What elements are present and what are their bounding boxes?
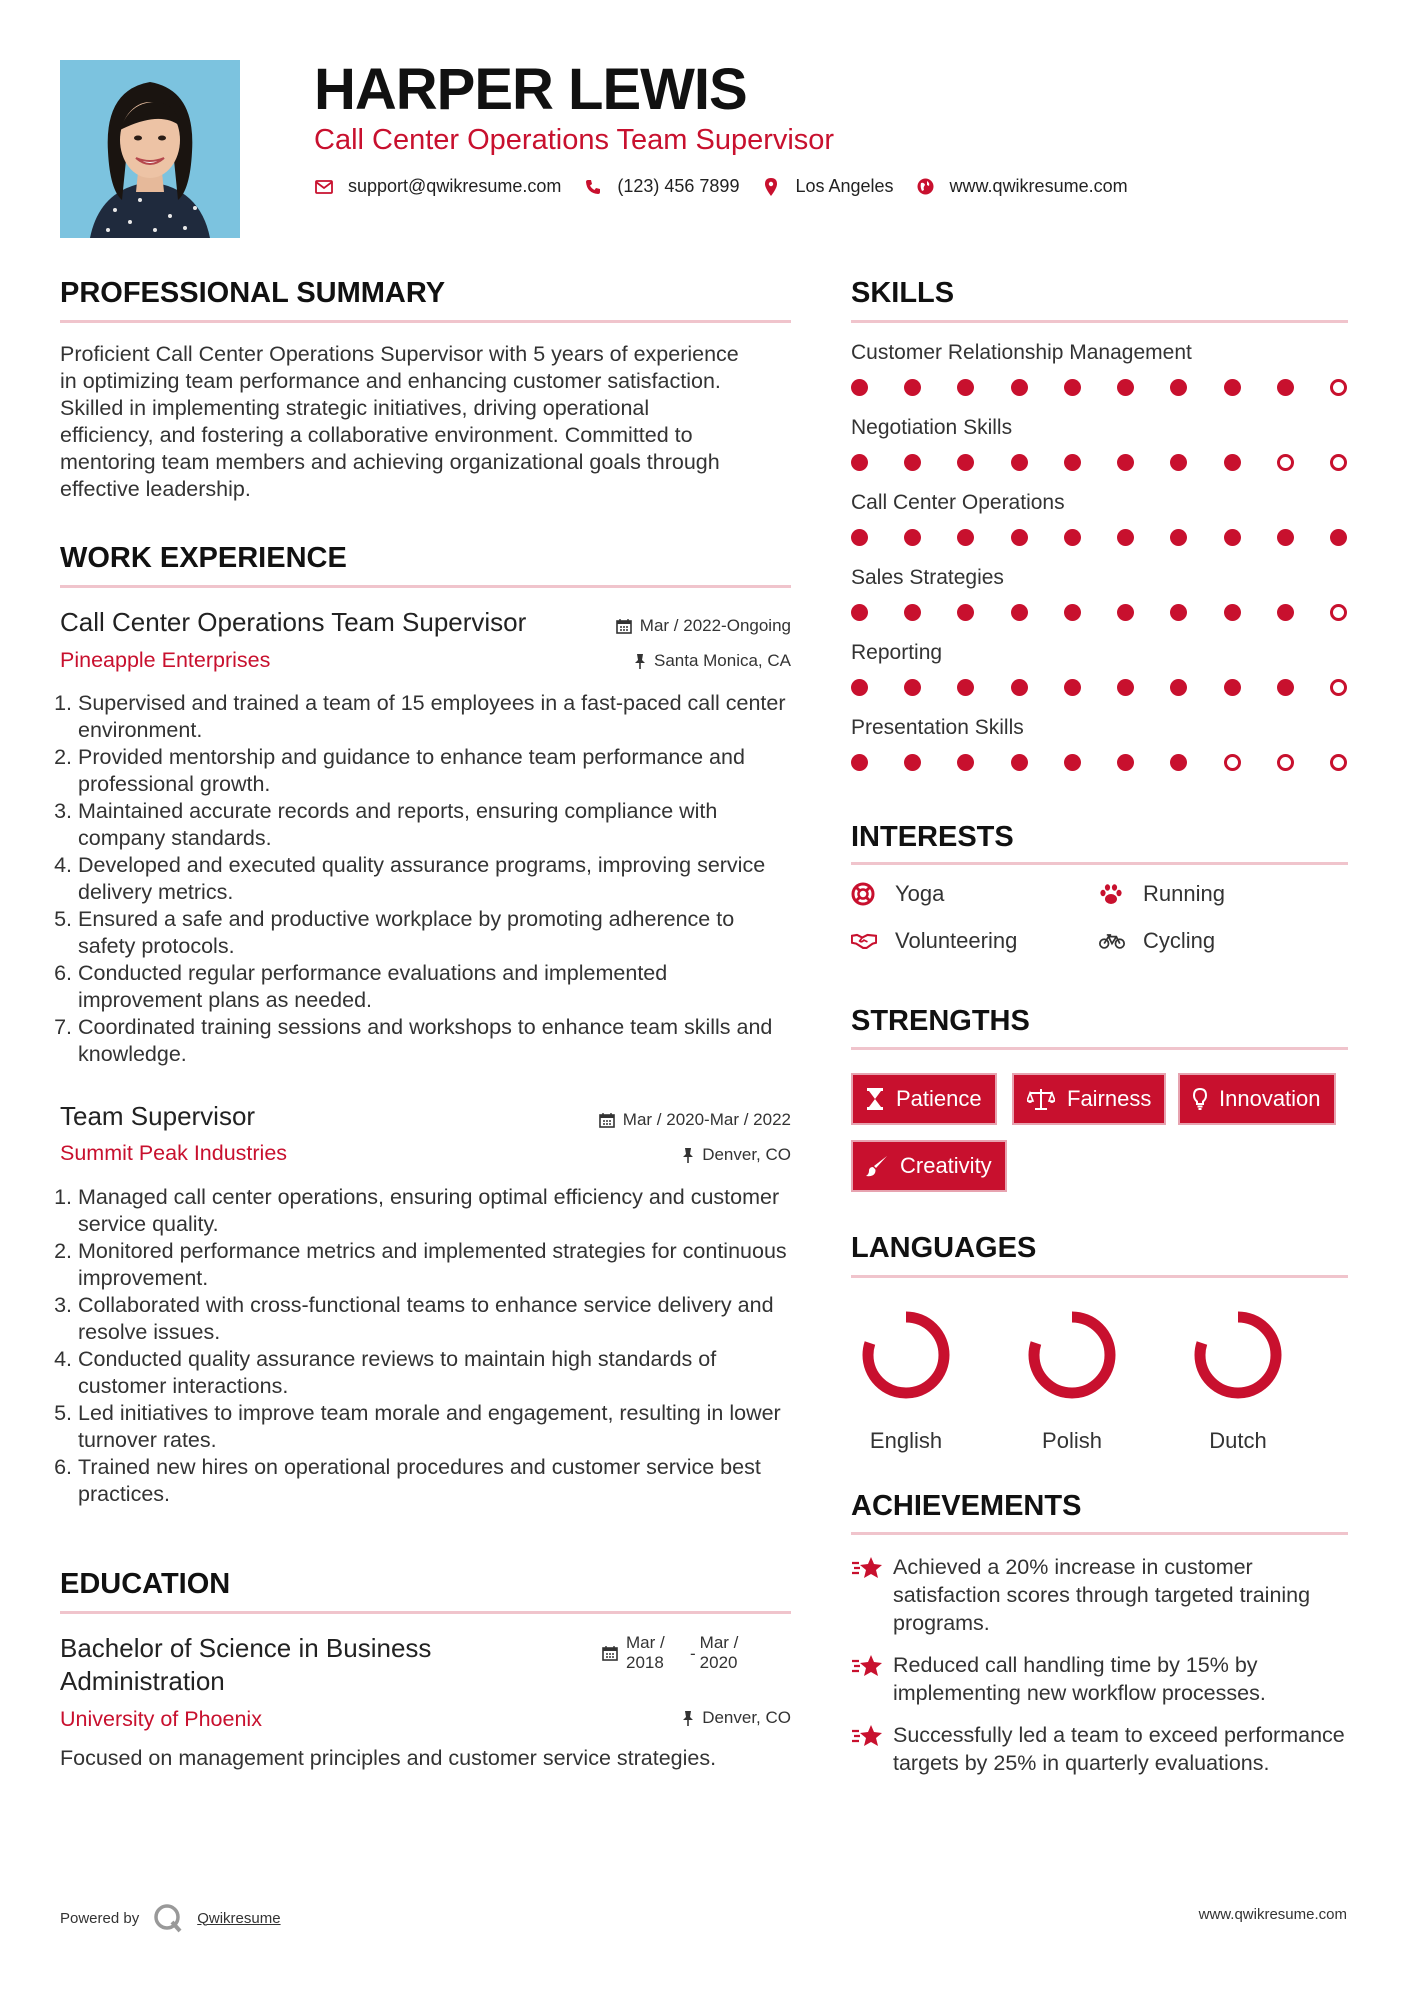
language-level-arc	[1034, 1317, 1110, 1393]
footer-url[interactable]: www.qwikresume.com	[1198, 1906, 1347, 1923]
languages-list	[851, 1300, 1293, 1454]
summary-line: in optimizing team performance and enhancing customer satisfaction.	[60, 369, 721, 393]
skill-name: Negotiation Skills	[851, 416, 1013, 439]
skill-dot-filled	[1064, 679, 1081, 696]
achievement-item	[851, 1553, 1351, 1637]
achievement-item	[851, 1721, 1351, 1777]
strength-badge	[851, 1140, 1007, 1192]
skill-dot-filled	[851, 679, 868, 696]
duty-item: 7. Coordinated training sessions and workshops to enhance team skills and knowledge.	[78, 1014, 795, 1068]
strengths-heading: STRENGTHS	[851, 1005, 1030, 1037]
interest-label: Running	[1143, 881, 1225, 906]
skill-dot-empty	[1330, 454, 1347, 471]
duty-item: 6. Conducted regular performance evaluations and implemented improvement plans as needed.	[78, 960, 795, 1014]
skill-name: Presentation Skills	[851, 716, 1024, 739]
job-location-text: Denver, CO	[702, 1145, 791, 1164]
duty-item: 2. Provided mentorship and guidance to enhance team performance and professional growth.	[78, 744, 795, 798]
skill-dot-filled	[1224, 604, 1241, 621]
skill-dot-filled	[957, 454, 974, 471]
language-label: Polish	[1042, 1428, 1102, 1453]
skill-dot-filled	[1064, 379, 1081, 396]
duty-item: 2. Monitored performance metrics and implemented strategies for continuous improvement.	[78, 1238, 795, 1292]
skills-divider	[851, 320, 1348, 323]
skill-dot-filled	[1277, 379, 1294, 396]
skill-dot-filled	[851, 754, 868, 771]
skill-rating	[851, 529, 1347, 546]
education-dates	[602, 1633, 750, 1673]
strengths-divider	[851, 1047, 1348, 1050]
duty-item: 1. Supervised and trained a team of 15 employees in a fast-paced call center environment.	[78, 690, 795, 744]
contact-phone[interactable]: (123) 456 7899	[617, 176, 740, 196]
skill-dot-empty	[1330, 604, 1347, 621]
language-ring	[1017, 1300, 1127, 1410]
skill-dot-filled	[1117, 529, 1134, 546]
skill-dot-filled	[1011, 754, 1028, 771]
skill-rating	[851, 379, 1347, 396]
education-divider	[60, 1611, 791, 1614]
skill-dot-filled	[1224, 529, 1241, 546]
skill-dot-filled	[1224, 454, 1241, 471]
language-label: Dutch	[1209, 1428, 1267, 1453]
job-location	[682, 1145, 791, 1165]
skills-heading: SKILLS	[851, 277, 955, 309]
job-title: Team Supervisor	[60, 1101, 256, 1131]
language-label: English	[869, 1428, 943, 1453]
skill-row	[851, 716, 1348, 791]
skill-dot-filled	[1117, 454, 1134, 471]
skill-dot-empty	[1330, 679, 1347, 696]
interest-cycling	[1099, 928, 1215, 954]
star-icon	[851, 1651, 883, 1707]
skill-dot-filled	[1224, 679, 1241, 696]
skill-dot-filled	[1011, 529, 1028, 546]
language-item	[851, 1300, 961, 1454]
education-start: Mar / 2018	[626, 1633, 665, 1672]
skill-dot-filled	[851, 604, 868, 621]
scale-icon	[1027, 1088, 1055, 1110]
skill-dot-filled	[1170, 679, 1187, 696]
paw-icon	[1099, 883, 1125, 905]
skill-dot-filled	[851, 529, 868, 546]
interests-heading: INTERESTS	[851, 821, 1014, 853]
calendar-icon	[602, 1633, 618, 1673]
skill-dot-filled	[851, 454, 868, 471]
duty-item: 5. Ensured a safe and productive workplace by promoting adherence to safety protocols.	[78, 906, 795, 960]
job-title: Call Center Operations Team Supervisor	[60, 607, 527, 637]
skill-dot-filled	[904, 754, 921, 771]
interest-yoga	[851, 881, 944, 907]
summary-line: Skilled in implementing strategic initiatives, driving operational	[60, 396, 650, 420]
skill-dot-filled	[1170, 454, 1187, 471]
duty-item: 6. Trained new hires on operational procedures and customer service best practices.	[78, 1454, 795, 1508]
skill-name: Sales Strategies	[851, 566, 1004, 589]
skill-dot-filled	[904, 604, 921, 621]
skill-dot-filled	[1011, 379, 1028, 396]
summary-line: Proficient Call Center Operations Supervisor with 5 years of experience	[60, 342, 739, 366]
skill-dot-filled	[1064, 604, 1081, 621]
experience-heading: WORK EXPERIENCE	[60, 542, 347, 574]
job-duties	[60, 690, 795, 1068]
contact-bar	[314, 176, 1150, 197]
job-company: Pineapple Enterprises	[60, 648, 271, 672]
languages-divider	[851, 1275, 1348, 1278]
contact-email[interactable]: support@qwikresume.com	[348, 176, 562, 196]
skill-name: Call Center Operations	[851, 491, 1065, 514]
language-item	[1017, 1300, 1127, 1454]
skill-dot-filled	[957, 529, 974, 546]
skill-dot-filled	[1011, 454, 1028, 471]
skill-dot-filled	[957, 379, 974, 396]
skill-row	[851, 416, 1348, 491]
skill-dot-filled	[904, 379, 921, 396]
skill-rating	[851, 754, 1347, 771]
skill-dot-empty	[1330, 379, 1347, 396]
achievements-heading: ACHIEVEMENTS	[851, 1490, 1082, 1522]
language-item	[1183, 1300, 1293, 1454]
contact-location: Los Angeles	[795, 176, 894, 196]
lightbulb-icon	[1193, 1088, 1207, 1110]
job-location-text: Santa Monica, CA	[653, 651, 791, 670]
summary-text	[60, 341, 800, 503]
skill-dot-filled	[1117, 679, 1134, 696]
job-location	[634, 651, 791, 671]
pushpin-icon	[682, 1147, 694, 1163]
skill-dot-filled	[904, 679, 921, 696]
skill-dot-filled	[1277, 604, 1294, 621]
skill-dot-filled	[1011, 679, 1028, 696]
skill-rating	[851, 604, 1347, 621]
interest-label: Cycling	[1143, 928, 1216, 953]
skill-dot-empty	[1277, 754, 1294, 771]
skill-dot-filled	[1117, 754, 1134, 771]
strength-label: Creativity	[900, 1153, 992, 1178]
strength-label: Patience	[896, 1086, 982, 1111]
hourglass-icon	[866, 1088, 884, 1110]
pushpin-icon	[682, 1710, 694, 1726]
duty-item: 1. Managed call center operations, ensuring optimal efficiency and customer service quality.	[78, 1184, 795, 1238]
skill-dot-filled	[1170, 604, 1187, 621]
education-description: Focused on management principles and customer service strategies.	[60, 1746, 717, 1770]
duty-item: 3. Maintained accurate records and reports, ensuring compliance with company standards.	[78, 798, 795, 852]
summary-line: effective leadership.	[60, 477, 251, 501]
skill-dot-filled	[1117, 604, 1134, 621]
skill-dot-filled	[1064, 454, 1081, 471]
skill-dot-filled	[851, 379, 868, 396]
skill-dot-filled	[1224, 379, 1241, 396]
skill-dot-filled	[1011, 604, 1028, 621]
skill-rating	[851, 454, 1347, 471]
skill-dot-filled	[1064, 529, 1081, 546]
skill-dot-filled	[957, 754, 974, 771]
skill-dot-filled	[1170, 529, 1187, 546]
pushpin-icon	[634, 653, 646, 669]
skills-list	[851, 341, 1348, 791]
envelope-icon	[314, 177, 334, 197]
job-dates	[599, 1110, 791, 1130]
achievement-text: Reduced call handling time by 15% by implementing new workflow processes.	[893, 1653, 1266, 1705]
achievement-item	[851, 1651, 1351, 1707]
job-dates-text: Mar / 2020-Mar / 2022	[622, 1110, 791, 1129]
handshake-icon	[851, 931, 877, 951]
contact-website[interactable]: www.qwikresume.com	[949, 176, 1128, 196]
skill-dot-filled	[1064, 754, 1081, 771]
skill-dot-filled	[1277, 679, 1294, 696]
achievement-text: Successfully led a team to exceed performance targets by 25% in quarterly evaluations.	[893, 1723, 1345, 1775]
lifebuoy-icon	[851, 882, 877, 906]
skill-dot-filled	[1277, 529, 1294, 546]
strength-badge	[1178, 1073, 1336, 1125]
duty-item: 5. Led initiatives to improve team morale and engagement, resulting in lower turnover rates.	[78, 1400, 795, 1454]
summary-line: mentoring team members and achieving organizational goals through	[60, 450, 720, 474]
job-duties	[60, 1184, 795, 1508]
achievements-divider	[851, 1532, 1348, 1535]
skill-dot-filled	[1170, 754, 1187, 771]
language-ring	[851, 1300, 961, 1410]
powered-by-label: Powered by	[60, 1909, 140, 1927]
interest-running	[1099, 881, 1225, 907]
job-dates-text: Mar / 2022-Ongoing	[639, 616, 791, 635]
skill-dot-filled	[1117, 379, 1134, 396]
candidate-title: Call Center Operations Team Supervisor	[314, 124, 835, 156]
skill-dot-empty	[1224, 754, 1241, 771]
strength-badge	[1012, 1073, 1166, 1125]
skill-dot-empty	[1330, 754, 1347, 771]
bicycle-icon	[1099, 931, 1125, 951]
interest-label: Yoga	[895, 881, 945, 906]
summary-heading: PROFESSIONAL SUMMARY	[60, 277, 446, 309]
brand-link[interactable]: Qwikresume	[197, 1909, 281, 1927]
map-pin-icon	[761, 177, 781, 197]
skill-dot-empty	[1277, 454, 1294, 471]
job-dates	[616, 616, 791, 636]
experience-divider	[60, 585, 791, 588]
skill-row	[851, 566, 1348, 641]
skill-row	[851, 491, 1348, 566]
qwikresume-logo-icon	[153, 1903, 183, 1933]
skill-dot-filled	[957, 679, 974, 696]
language-level-arc	[868, 1317, 944, 1393]
skill-dot-filled	[957, 604, 974, 621]
summary-divider	[60, 320, 791, 323]
interest-label: Volunteering	[895, 928, 1018, 953]
education-heading: EDUCATION	[60, 1568, 231, 1600]
paintbrush-icon	[866, 1155, 888, 1177]
education-location-text: Denver, CO	[702, 1708, 791, 1727]
duty-item: 4. Conducted quality assurance reviews to maintain high standards of customer interactions.	[78, 1346, 795, 1400]
skill-name: Customer Relationship Management	[851, 341, 1192, 364]
skill-name: Reporting	[851, 641, 943, 664]
footer-powered-by	[60, 1903, 281, 1933]
language-level-arc	[1200, 1317, 1276, 1393]
calendar-icon	[599, 1112, 615, 1128]
star-icon	[851, 1721, 883, 1777]
interest-volunteering	[851, 928, 1017, 954]
summary-line: efficiency, and fostering a collaborative environment. Committed to	[60, 423, 693, 447]
skill-row	[851, 641, 1348, 716]
language-ring	[1183, 1300, 1293, 1410]
profile-photo	[60, 60, 240, 238]
skill-dot-filled	[1330, 529, 1347, 546]
languages-heading: LANGUAGES	[851, 1232, 1037, 1264]
education-location	[682, 1708, 791, 1728]
calendar-icon	[616, 618, 632, 634]
date-separator: -	[690, 1644, 696, 1663]
education-end: Mar / 2020	[699, 1633, 739, 1672]
globe-icon	[916, 177, 936, 197]
skill-row	[851, 341, 1348, 416]
education-degree: Bachelor of Science in Business Administration	[60, 1633, 432, 1696]
interests-divider	[851, 862, 1348, 865]
skill-rating	[851, 679, 1347, 696]
duty-item: 3. Collaborated with cross-functional teams to enhance service delivery and resolve issues.	[78, 1292, 795, 1346]
skill-dot-filled	[904, 454, 921, 471]
achievement-text: Achieved a 20% increase in customer satisfaction scores through targeted training programs.	[893, 1555, 1311, 1635]
skill-dot-filled	[1170, 379, 1187, 396]
strength-label: Fairness	[1067, 1086, 1152, 1111]
phone-icon	[583, 177, 603, 197]
strength-label: Innovation	[1219, 1086, 1321, 1111]
education-school: University of Phoenix	[60, 1707, 262, 1731]
skill-dot-filled	[904, 529, 921, 546]
duty-item: 4. Developed and executed quality assurance programs, improving service delivery metrics.	[78, 852, 795, 906]
strength-badge	[851, 1073, 997, 1125]
job-company: Summit Peak Industries	[60, 1141, 288, 1165]
candidate-name: HARPER LEWIS	[314, 57, 747, 122]
achievements-list	[851, 1553, 1351, 1777]
star-icon	[851, 1553, 883, 1637]
